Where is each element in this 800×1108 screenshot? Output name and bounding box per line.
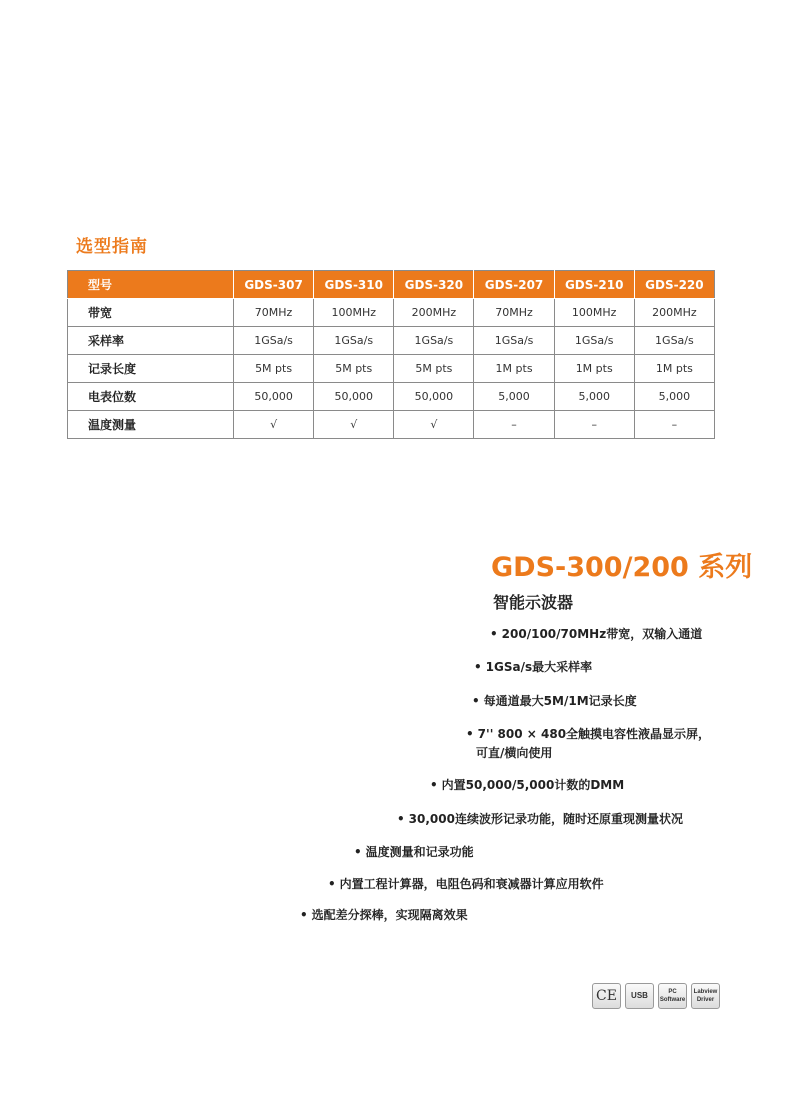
- feature-text: 7'' 800 × 480全触摸电容性液晶显示屏，: [477, 727, 711, 741]
- table-row-meter-digits: [68, 383, 715, 411]
- bullet-icon: •: [300, 908, 308, 922]
- table-cell: 1GSa/s: [474, 327, 554, 355]
- table-cell: 50,000: [394, 383, 474, 411]
- bullet-icon: •: [354, 845, 362, 859]
- feature-item: [490, 625, 702, 644]
- feature-text-line2: 可直/横向使用: [476, 746, 553, 760]
- table-cell: √: [394, 411, 474, 439]
- table-cell: 1GSa/s: [394, 327, 474, 355]
- table-row-record-length: [68, 355, 715, 383]
- bullet-icon: •: [430, 778, 438, 792]
- certification-badges: [592, 983, 720, 1009]
- table-cell: 1M pts: [554, 355, 634, 383]
- row-label: 电表位数: [68, 383, 234, 411]
- bullet-icon: •: [328, 877, 336, 891]
- feature-item: [474, 658, 592, 677]
- feature-item: [472, 692, 637, 711]
- feature-item: [354, 843, 474, 862]
- table-cell: √: [234, 411, 314, 439]
- feature-text: 每通道最大5M/1M记录长度: [483, 694, 637, 708]
- model-header-cell: GDS-207: [474, 271, 554, 299]
- row-label: 记录长度: [68, 355, 234, 383]
- table-cell: 1GSa/s: [554, 327, 634, 355]
- table-cell: 5M pts: [394, 355, 474, 383]
- row-label: 采样率: [68, 327, 234, 355]
- feature-text: 200/100/70MHz带宽，双输入通道: [501, 627, 703, 641]
- model-header-cell: GDS-210: [554, 271, 634, 299]
- table-row-sample-rate: [68, 327, 715, 355]
- table-cell: 1GSa/s: [314, 327, 394, 355]
- table-cell: 1GSa/s: [234, 327, 314, 355]
- feature-text: 温度测量和记录功能: [365, 845, 474, 859]
- feature-item: [397, 810, 683, 829]
- feature-text: 内置工程计算器，电阻色码和衰减器计算应用软件: [339, 877, 604, 891]
- feature-text: 30,000连续波形记录功能，随时还原重现测量状况: [408, 812, 683, 826]
- feature-item: [328, 875, 604, 894]
- table-cell: √: [314, 411, 394, 439]
- selection-guide-table: [67, 270, 715, 439]
- usb-badge-icon: USB: [625, 983, 654, 1009]
- feature-text: 内置50,000/5,000计数的DMM: [441, 778, 625, 792]
- table-cell: 70MHz: [234, 299, 314, 327]
- table-cell: 50,000: [234, 383, 314, 411]
- table-cell: 5M pts: [314, 355, 394, 383]
- feature-text: 选配差分探棒，实现隔离效果: [311, 908, 468, 922]
- table-cell: 5,000: [634, 383, 714, 411]
- table-header-row: [68, 271, 715, 299]
- table-row-temperature: [68, 411, 715, 439]
- model-header-cell: GDS-320: [394, 271, 474, 299]
- feature-item: [466, 725, 710, 763]
- table-cell: –: [474, 411, 554, 439]
- feature-item: [430, 776, 624, 795]
- model-header-label: 型号: [68, 271, 234, 299]
- model-header-cell: GDS-307: [234, 271, 314, 299]
- table-cell: 1GSa/s: [634, 327, 714, 355]
- table-cell: 100MHz: [314, 299, 394, 327]
- table-cell: 200MHz: [394, 299, 474, 327]
- table-cell: 1M pts: [474, 355, 554, 383]
- bullet-icon: •: [490, 627, 498, 641]
- table-cell: 5M pts: [234, 355, 314, 383]
- table-cell: 5,000: [554, 383, 634, 411]
- row-label: 温度测量: [68, 411, 234, 439]
- table-cell: 70MHz: [474, 299, 554, 327]
- table-cell: –: [554, 411, 634, 439]
- bullet-icon: •: [474, 660, 482, 674]
- table-cell: 50,000: [314, 383, 394, 411]
- bullet-icon: •: [472, 694, 480, 708]
- table-cell: 200MHz: [634, 299, 714, 327]
- model-header-cell: GDS-220: [634, 271, 714, 299]
- table-cell: 1M pts: [634, 355, 714, 383]
- series-title: GDS-300/200 系列: [491, 552, 753, 583]
- table-cell: 100MHz: [554, 299, 634, 327]
- labview-driver-badge-icon: Labview Driver: [691, 983, 720, 1009]
- ce-mark-icon: CE: [592, 983, 621, 1009]
- row-label: 带宽: [68, 299, 234, 327]
- model-header-cell: GDS-310: [314, 271, 394, 299]
- table-cell: –: [634, 411, 714, 439]
- feature-item: [300, 906, 468, 925]
- series-subtitle: 智能示波器: [493, 593, 574, 612]
- bullet-icon: •: [397, 812, 405, 826]
- table-row-bandwidth: [68, 299, 715, 327]
- bullet-icon: •: [466, 727, 474, 741]
- feature-text: 1GSa/s最大采样率: [485, 660, 593, 674]
- pc-software-badge-icon: PC Software: [658, 983, 687, 1009]
- table-cell: 5,000: [474, 383, 554, 411]
- selection-guide-title: 选型指南: [76, 237, 148, 257]
